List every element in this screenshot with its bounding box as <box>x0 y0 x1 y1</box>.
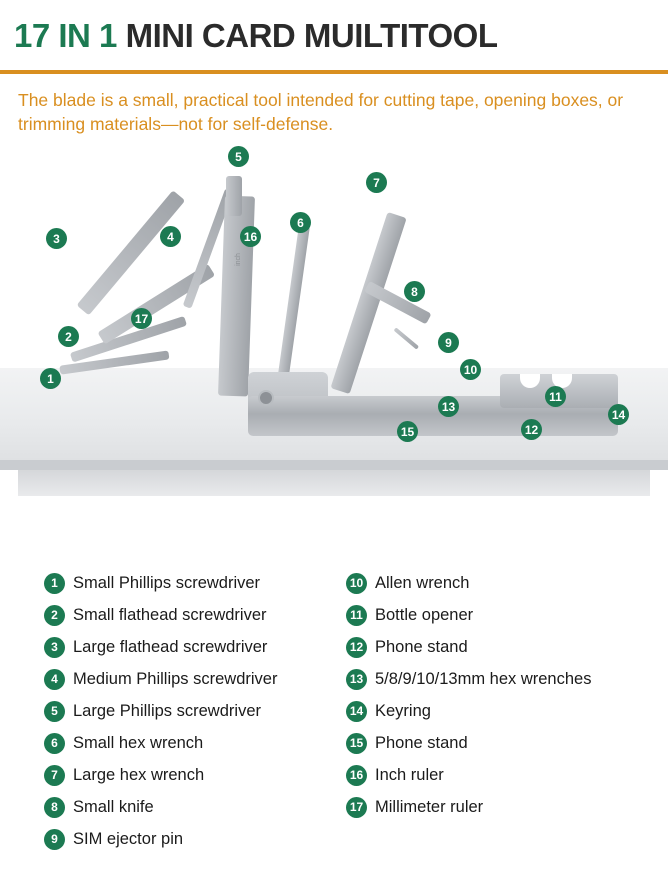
photo-callout-2 <box>58 326 79 347</box>
legend-label: Keyring <box>375 701 431 720</box>
legend-column-right <box>346 572 640 872</box>
legend-label: Small Phillips screwdriver <box>73 573 261 592</box>
legend <box>0 572 668 872</box>
legend-number: 11 <box>346 605 367 626</box>
list-item <box>346 636 640 658</box>
legend-number: 3 <box>44 637 65 658</box>
legend-number: 4 <box>44 669 65 690</box>
list-item <box>346 572 640 594</box>
list-item <box>346 700 640 722</box>
legend-label: Large hex wrench <box>73 765 205 784</box>
tool-blade-9-sim-pin <box>394 328 420 350</box>
photo-callout-10-label: 10 <box>463 362 478 377</box>
legend-label: Phone stand <box>375 733 468 752</box>
legend-number: 15 <box>346 733 367 754</box>
legend-label: Small flathead screwdriver <box>73 605 267 624</box>
table-edge <box>0 460 668 470</box>
list-item <box>44 700 338 722</box>
legend-label: 5/8/9/10/13mm hex wrenches <box>375 669 592 688</box>
legend-label: Large Phillips screwdriver <box>73 701 261 720</box>
legend-number: 16 <box>346 765 367 786</box>
photo-callout-16-label: 16 <box>243 229 258 244</box>
legend-number: 1 <box>44 573 65 594</box>
photo-callout-3 <box>46 228 67 249</box>
title-product: MINI CARD MUILTITOOL <box>125 16 498 54</box>
list-item <box>346 732 640 754</box>
photo-callout-6-label: 6 <box>297 215 304 230</box>
subtitle-text: The blade is a small, practical tool intended for cutting tape, opening boxes, or trimming materials—not for self-defense. <box>18 90 624 135</box>
legend-number: 6 <box>44 733 65 754</box>
legend-label: Small knife <box>73 797 154 816</box>
page-title <box>14 16 498 54</box>
legend-number: 2 <box>44 605 65 626</box>
photo-callout-13-label: 13 <box>441 399 456 414</box>
legend-number: 12 <box>346 637 367 658</box>
tool-blade-6 <box>276 225 310 390</box>
photo-callout-4-label: 4 <box>167 229 174 244</box>
legend-label: Large flathead screwdriver <box>73 637 268 656</box>
list-item <box>44 636 338 658</box>
photo-callout-1-label: 1 <box>47 371 54 386</box>
list-item <box>346 764 640 786</box>
list-item <box>346 796 640 818</box>
photo-callout-7-label: 7 <box>373 175 380 190</box>
photo-callout-3-label: 3 <box>53 231 60 246</box>
table-underside <box>18 470 650 496</box>
legend-column-left <box>44 572 338 872</box>
legend-label: Allen wrench <box>375 573 470 592</box>
title-count: 17 IN 1 <box>14 16 117 54</box>
legend-number: 8 <box>44 797 65 818</box>
legend-label: Phone stand <box>375 637 468 656</box>
photo-callout-8-label: 8 <box>411 284 418 299</box>
legend-number: 7 <box>44 765 65 786</box>
legend-label: SIM ejector pin <box>73 829 184 848</box>
legend-number: 14 <box>346 701 367 722</box>
legend-number: 17 <box>346 797 367 818</box>
photo-callout-8 <box>404 281 425 302</box>
legend-number: 5 <box>44 701 65 722</box>
photo-callout-5-label: 5 <box>235 149 242 164</box>
photo-callout-2-label: 2 <box>65 329 72 344</box>
photo-callout-5 <box>228 146 249 167</box>
photo-callout-9-label: 9 <box>445 335 452 350</box>
legend-number: 13 <box>346 669 367 690</box>
photo-callout-11-label: 11 <box>549 389 562 404</box>
list-item <box>44 732 338 754</box>
photo-callout-4 <box>160 226 181 247</box>
page-header <box>0 0 668 70</box>
inch-ruler-text: inch <box>234 253 242 267</box>
photo-callout-17-label: 17 <box>134 311 149 326</box>
list-item <box>44 764 338 786</box>
photo-callout-16 <box>240 226 261 247</box>
legend-label: Bottle opener <box>375 605 474 624</box>
list-item <box>346 668 640 690</box>
list-item <box>346 604 640 626</box>
legend-label: Medium Phillips screwdriver <box>73 669 278 688</box>
photo-callout-15-label: 15 <box>400 424 415 439</box>
tool-blade-5 <box>226 176 242 216</box>
list-item <box>44 604 338 626</box>
product-photo <box>0 146 668 546</box>
legend-number: 9 <box>44 829 65 850</box>
legend-label: Millimeter ruler <box>375 797 484 816</box>
legend-label: Small hex wrench <box>73 733 204 752</box>
photo-callout-9 <box>438 332 459 353</box>
legend-number: 10 <box>346 573 367 594</box>
photo-callout-7 <box>366 172 387 193</box>
list-item <box>44 572 338 594</box>
list-item <box>44 668 338 690</box>
photo-callout-12-label: 12 <box>524 422 539 437</box>
list-item <box>44 828 338 850</box>
photo-callout-14-label: 14 <box>611 407 626 422</box>
list-item <box>44 796 338 818</box>
legend-label: Inch ruler <box>375 765 444 784</box>
